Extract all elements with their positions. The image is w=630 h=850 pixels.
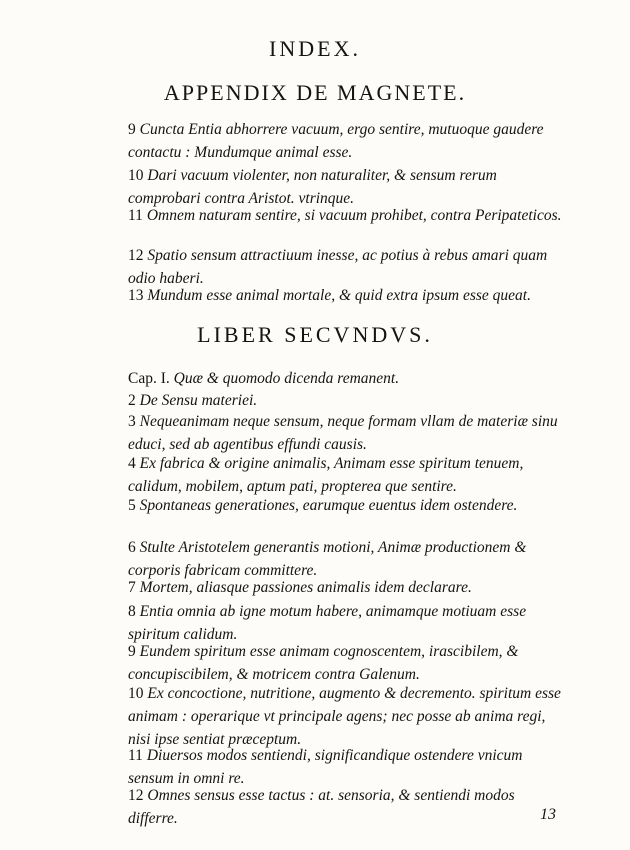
index-entry — [128, 410, 568, 456]
entry-text: Ex concoctione, nutritione, augmento & decremento. spiritum esse animam : operarique vt principale agens; nec posse ab anima regi, nisi ipse sentiat præceptum. — [128, 685, 561, 748]
entry-text: Ex fabrica & origine animalis, Animam esse spiritum tenuem, calidum, mobilem, aptum pati, propterea que sentire. — [128, 455, 524, 495]
index-entry — [128, 784, 568, 830]
entry-text: Diuersos modos sentiendi, significandique ostendere vnicum sensum in omni re. — [128, 747, 523, 787]
entry-number: 13 — [128, 287, 144, 304]
entry-number: 9 — [128, 643, 136, 660]
entry-text: Stulte Aristotelem generantis motioni, Animæ productionem & corporis fabricam committere. — [128, 539, 527, 579]
index-entry — [128, 118, 568, 164]
entry-text: Mundum esse animal mortale, & quid extra ipsum esse queat. — [147, 287, 531, 304]
running-head: INDEX. — [269, 36, 361, 61]
entry-text: Spontaneas generationes, earumque euentus idem ostendere. — [139, 497, 518, 514]
index-entry — [128, 494, 568, 517]
entry-number: 10 — [128, 685, 144, 702]
entry-number: 9 — [128, 121, 136, 138]
entry-number: 4 — [128, 455, 136, 472]
entry-text: Eundem spiritum esse animam cognoscentem, irascibilem, & concupiscibilem, & motricem contra Galenum. — [128, 643, 519, 683]
entry-text: Mortem, aliasque passiones animalis idem declarare. — [139, 579, 472, 596]
entry-text: Dari vacuum violenter, non naturaliter, & sensum rerum comprobari contra Aristot. vtrinque. — [128, 167, 497, 207]
entry-number: 2 — [128, 392, 136, 409]
entry-text: Cuncta Entia abhorrere vacuum, ergo sentire, mutuoque gaudere contactu : Mundumque animal esse. — [128, 121, 544, 161]
entry-number: Cap. I. — [128, 370, 170, 387]
index-entry — [128, 640, 568, 686]
entry-number: 3 — [128, 413, 136, 430]
index-entry — [128, 204, 568, 227]
entry-text: Quæ & quomodo dicenda remanent. — [173, 370, 400, 387]
entry-number: 11 — [128, 747, 143, 764]
index-entry — [128, 284, 568, 307]
index-entry — [128, 576, 568, 599]
section-title-liber: LIBER SECVNDVS. — [197, 322, 433, 347]
index-entry — [128, 452, 568, 498]
entry-text: Spatio sensum attractiuum inesse, ac potius à rebus amari quam odio haberi. — [128, 247, 548, 287]
entry-number: 7 — [128, 579, 136, 596]
entry-text: De Sensu materiei. — [139, 392, 258, 409]
index-entry — [128, 367, 568, 390]
entry-number: 10 — [128, 167, 144, 184]
section-title-appendix: APPENDIX DE MAGNETE. — [163, 80, 467, 105]
entry-number: 5 — [128, 497, 136, 514]
index-entry — [128, 682, 568, 751]
entry-number: 11 — [128, 207, 143, 224]
index-entry — [128, 389, 568, 412]
page-number: 13 — [540, 806, 556, 823]
entry-text: Entia omnia ab igne motum habere, animamque motiuam esse spiritum calidum. — [128, 603, 527, 643]
entry-number: 12 — [128, 247, 144, 264]
entry-text: Omnem naturam sentire, si vacuum prohibet, contra Peripateticos. — [146, 207, 562, 224]
entry-text: Nequeanimam neque sensum, neque formam vllam de materiæ sinu educi, sed ab agentibus effundi causis. — [128, 413, 558, 453]
entry-number: 12 — [128, 787, 144, 804]
entry-number: 8 — [128, 603, 136, 620]
entry-text: Omnes sensus esse tactus : at. sensoria, & sentiendi modos differre. — [128, 787, 515, 827]
entry-number: 6 — [128, 539, 136, 556]
